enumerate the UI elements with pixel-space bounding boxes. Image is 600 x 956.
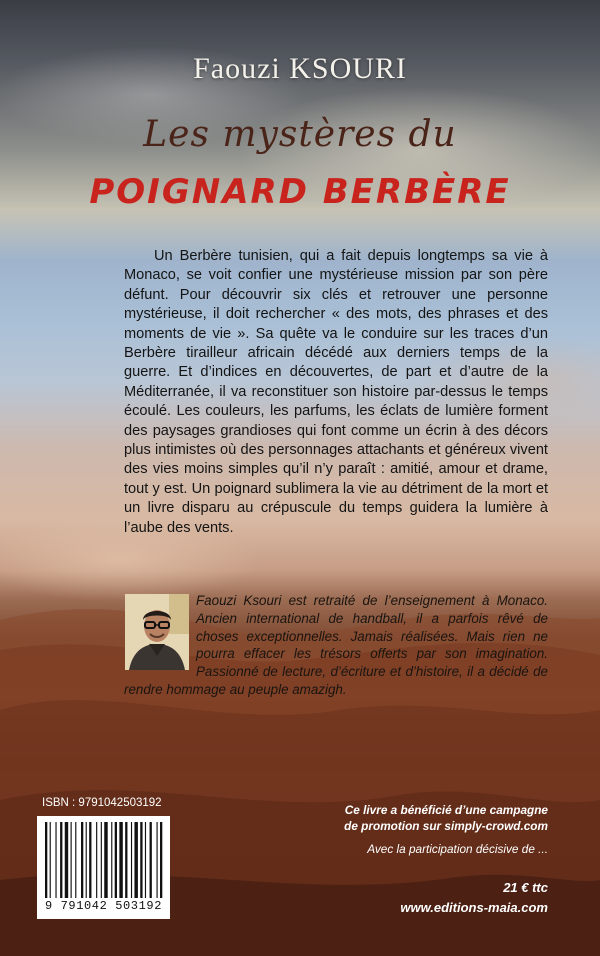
author-bio: Faouzi Ksouri est retraité de l’enseignement à Monaco. Ancien international de handball, il a parfois rêvé de choses exceptionnelles. Jamais réalisées. Mais rien ne pourra effacer les trésors offerts par son imagination. Passionné de lecture, d’écriture et d’histoire, il a décidé de rendre hommage au peuple amazigh. bbox=[124, 593, 548, 697]
barcode-bar bbox=[45, 822, 47, 898]
synopsis-text: Un Berbère tunisien, qui a fait depuis longtemps sa vie à Monaco, se voit confier une mystérieuse mission par son père défunt. Pour découvrir six clés et retrouver une personne mystérieuse, il doit rechercher « des mots, des phrases et des moments de vie ». Sa quête va le conduire sur les traces d’un Berbère tirailleur africain décédé aux derniers temps de la guerre. Et d’indices en découvertes, de part et d’autre de la Méditerranée, il va reconstituer son histoire par-dessus le temps écoulé. Les couleurs, les parfums, les éclats de lumière forment des paysages grandioses qui font comme un écrin à des décors plus intimistes où des personnages attachants et généreux vivent des vies moins simples qu’il n’y paraît : amitié, amour et drame, tout y est. Un poignard sublimera la vie au détriment de la mort et un livre disparu au crépuscule du temps guidera la lumière à l’aube des vents. bbox=[124, 248, 548, 536]
barcode-bar bbox=[96, 822, 97, 898]
barcode bbox=[37, 816, 170, 919]
author-name: Faouzi KSOURI bbox=[193, 52, 407, 85]
barcode-bar bbox=[89, 822, 91, 898]
barcode-bar bbox=[86, 822, 87, 898]
participation-note: Avec la participation décisive de ... bbox=[367, 842, 548, 856]
barcode-bar bbox=[131, 822, 132, 898]
barcode-bar bbox=[119, 822, 122, 898]
promotion-line-1: Ce livre a bénéficié d’une campagne bbox=[344, 803, 548, 817]
barcode-bar bbox=[101, 822, 102, 898]
barcode-bar bbox=[150, 822, 152, 898]
barcode-bar bbox=[134, 822, 137, 898]
barcode-bar bbox=[65, 822, 68, 898]
title-line-1: Les mystères du bbox=[143, 114, 457, 155]
barcode-bar bbox=[160, 822, 162, 898]
barcode-bar bbox=[125, 822, 127, 898]
barcode-bar bbox=[75, 822, 76, 898]
barcode-bar bbox=[104, 822, 107, 898]
barcode-bar bbox=[111, 822, 112, 898]
price: 21 € ttc bbox=[503, 880, 548, 895]
publisher-website: www.editions-maia.com bbox=[400, 900, 548, 915]
barcode-bar bbox=[55, 822, 56, 898]
barcode-digits: 9 791042 503192 bbox=[44, 899, 163, 913]
barcode-bar bbox=[140, 822, 142, 898]
promotion-note bbox=[288, 803, 548, 834]
barcode-bar bbox=[50, 822, 51, 898]
isbn-label: ISBN : 9791042503192 bbox=[42, 797, 162, 809]
barcode-bar bbox=[145, 822, 146, 898]
barcode-bar bbox=[157, 822, 158, 898]
barcode-bar bbox=[81, 822, 83, 898]
barcode-bar bbox=[115, 822, 117, 898]
title-line-2: POIGNARD BERBÈRE bbox=[89, 172, 511, 212]
barcode-bar bbox=[60, 822, 62, 898]
barcode-bar bbox=[71, 822, 72, 898]
promotion-line-2: de promotion sur simply-crowd.com bbox=[344, 818, 548, 833]
